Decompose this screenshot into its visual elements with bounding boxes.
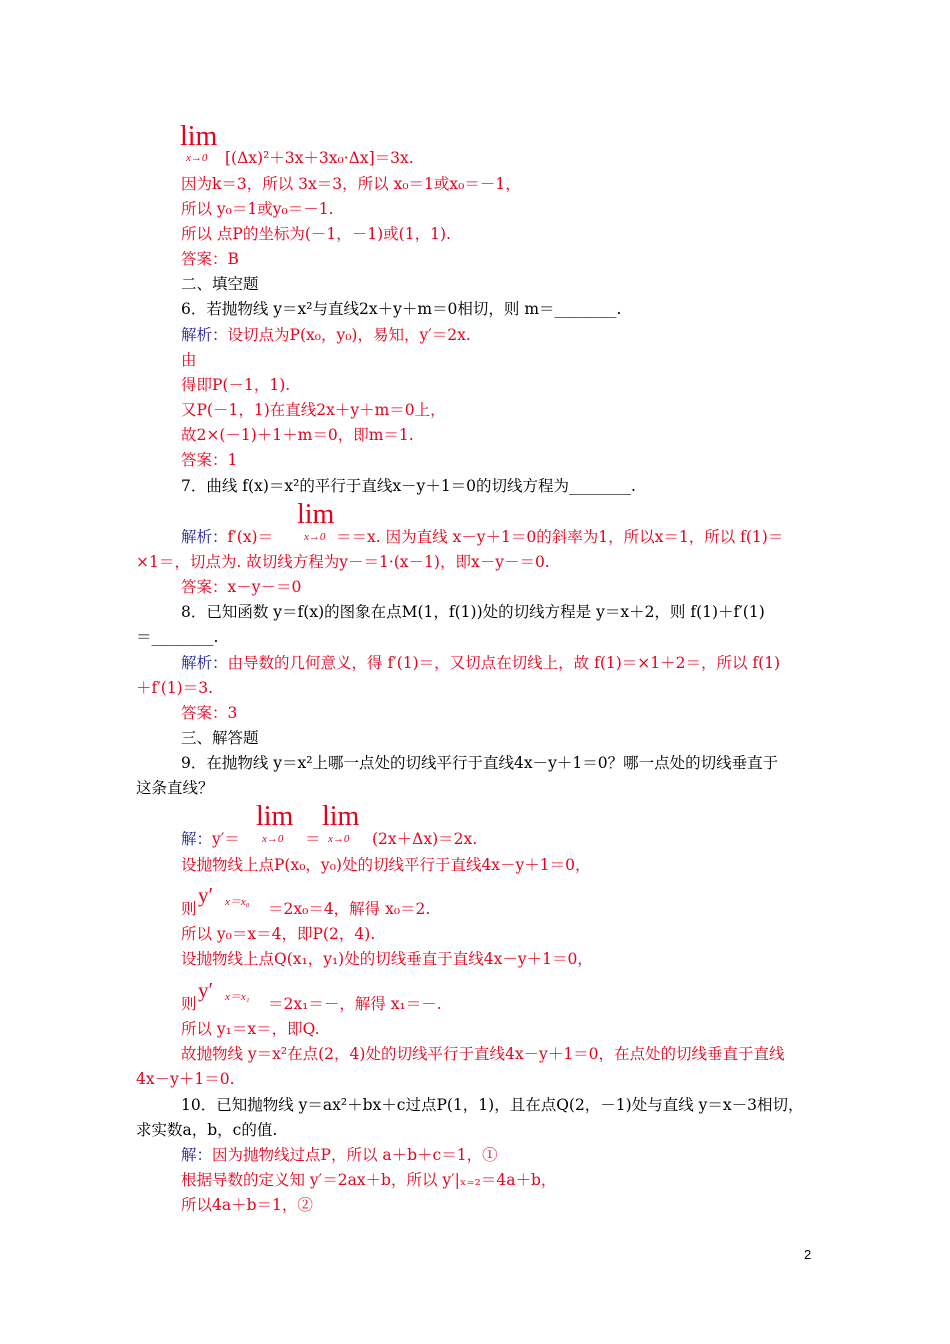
analysis-label: 解析： (181, 654, 228, 672)
solution-line: 故抛物线 y＝x²在点(2，4)处的切线平行于直线4x－y＋1＝0，在点处的切线垂直于直线 (181, 1045, 785, 1063)
question-10-cont: 求实数a，b，c的值. (136, 1121, 278, 1139)
solution-line: 得即P(－1，1). (181, 376, 291, 394)
solution-label: 解： (181, 830, 213, 848)
solution-line: 因为k＝3，所以 3x＝3，所以 x₀＝1或x₀＝－1， (181, 175, 521, 193)
solution-text: y′＝ (212, 830, 240, 848)
question-6: 6．若抛物线 y＝x²与直线2x＋y＋m＝0相切，则 m＝________. (181, 300, 622, 318)
eval-subscript: x＝x₁ (225, 991, 250, 1003)
solution-line: 所以 y₀＝1或y₀＝－1. (181, 200, 334, 218)
analysis-line (181, 653, 780, 673)
solution-line: 所以 点P的坐标为(－1，－1)或(1，1). (181, 225, 451, 243)
analysis-text: 设切点为P(x₀，y₀)，易知，y′＝2x. (227, 326, 471, 344)
solution-line: 则 (181, 900, 197, 918)
analysis-text: f′(x)＝ (227, 528, 274, 546)
lim-subscript: x→0 (262, 833, 284, 845)
eval-subscript: x＝x₀ (225, 896, 250, 908)
lim-subscript: x→0 (328, 833, 350, 845)
solution-line: ×1＝，切点为. 故切线方程为y－＝1·(x－1)，即x－y－＝0. (136, 553, 550, 571)
analysis-line (181, 527, 273, 547)
question-7: 7．曲线 f(x)＝x²的平行于直线x－y＋1＝0的切线方程为________. (181, 477, 636, 495)
solution-line: 所以4a＋b＝1，② (181, 1196, 313, 1214)
answer-line: 答案：x－y－＝0 (181, 578, 302, 596)
solution-line: 根据导数的定义知 y′＝2ax＋b，所以 y′|ₓ₌₂＝4a＋b， (181, 1171, 557, 1189)
solution-line: ＋f′(1)＝3. (136, 679, 214, 697)
solution-line: 设抛物线上点P(x₀，y₀)处的切线平行于直线4x－y＋1＝0， (181, 856, 591, 874)
solution-line: 又P(－1，1)在直线2x＋y＋m＝0上， (181, 401, 446, 419)
analysis-text: ＝＝x. 因为直线 x－y＋1＝0的斜率为1，所以x＝1，所以 f(1)＝ (336, 528, 784, 546)
solution-line: 设抛物线上点Q(x₁，y₁)处的切线垂直于直线4x－y＋1＝0， (181, 950, 593, 968)
section-heading: 二、填空题 (181, 275, 259, 293)
answer-line: 答案：3 (181, 704, 238, 722)
page-number: 2 (804, 1247, 812, 1262)
solution-line: 则 (181, 995, 197, 1013)
solution-line: 4x－y＋1＝0. (136, 1070, 235, 1088)
answer-line: 答案：B (181, 250, 239, 268)
solution-text: ＝ (305, 830, 321, 848)
solution-line (181, 829, 240, 849)
lim-symbol: lim (322, 801, 360, 832)
solution-line: 故2×(－1)＋1＋m＝0，即m＝1. (181, 426, 414, 444)
solution-text: (2x＋Δx)＝2x. (372, 830, 478, 848)
lim-symbol: lim (256, 801, 294, 832)
y-prime-symbol: y′ (198, 978, 214, 1002)
solution-text: 因为抛物线过点P，所以 a＋b＋c＝1，① (212, 1146, 498, 1164)
solution-label: 解： (181, 1146, 213, 1164)
analysis-line (181, 325, 471, 345)
analysis-label: 解析： (181, 528, 228, 546)
analysis-text: 由导数的几何意义，得 f′(1)＝，又切点在切线上，故 f(1)＝×1＋2＝，所以 f(1) (227, 654, 781, 672)
question-9-cont: 这条直线？ (136, 779, 214, 797)
solution-text: ＝2x₁＝－，解得 x₁＝－. (268, 995, 442, 1013)
solution-line (181, 1145, 498, 1165)
solution-line: 所以 y₁＝x＝，即Q. (181, 1020, 320, 1038)
solution-line: 所以 y₀＝x＝4，即P(2，4). (181, 925, 376, 943)
lim-subscript: x→0 (186, 152, 208, 164)
solution-text: ＝2x₀＝4，解得 x₀＝2. (268, 900, 431, 918)
answer-line: 答案：1 (181, 451, 238, 469)
question-9: 9．在抛物线 y＝x²上哪一点处的切线平行于直线4x－y＋1＝0？哪一点处的切线垂直于 (181, 754, 779, 772)
y-prime-symbol: y′ (198, 883, 214, 907)
section-heading: 三、解答题 (181, 729, 259, 747)
question-10: 10．已知抛物线 y＝ax²＋bx＋c过点P(1，1)，且在点Q(2，－1)处与直线 y＝x－3相切， (181, 1096, 804, 1114)
question-8-cont: ＝________. (136, 628, 219, 646)
lim-symbol: lim (297, 499, 335, 530)
analysis-label: 解析： (181, 326, 228, 344)
limit-line: [(Δx)²＋3x＋3x₀·Δx]＝3x. (225, 149, 414, 167)
lim-subscript: x→0 (304, 531, 326, 543)
lim-symbol: lim (180, 121, 218, 152)
question-8: 8．已知函数 y＝f(x)的图象在点M(1，f(1))处的切线方程是 y＝x＋2，则 f(1)＋f′(1) (181, 603, 765, 621)
solution-line: 由 (181, 351, 197, 369)
